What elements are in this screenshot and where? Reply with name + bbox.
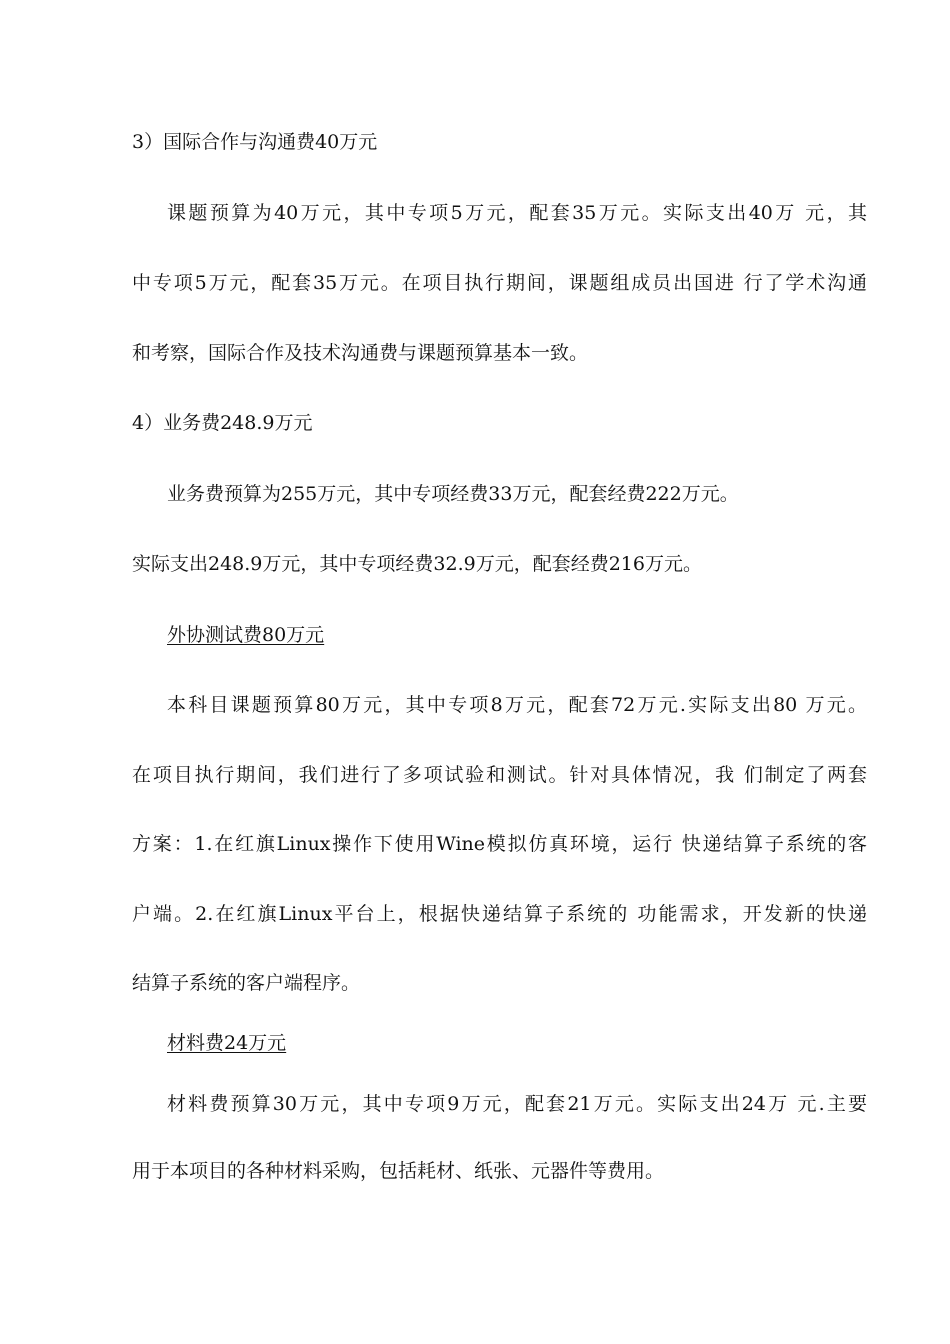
- materials-heading: 材料费24万元: [167, 1032, 287, 1054]
- outsourcing-line-5: 结算子系统的客户端程序。: [132, 972, 361, 994]
- outsourcing-test-heading: 外协测试费80万元: [167, 624, 325, 646]
- section-3-line-2: 中专项5万元，配套35万元。在项目执行期间，课题组成员出国进 行了学术沟通: [132, 272, 867, 294]
- outsourcing-line-1: 本科目课题预算80万元，其中专项8万元，配套72万元.实际支出80 万元。: [167, 694, 867, 716]
- outsourcing-line-3: 方案：1.在红旗Linux操作下使用Wine模拟仿真环境，运行 快递结算子系统的客: [132, 833, 867, 855]
- outsourcing-line-2: 在项目执行期间，我们进行了多项试验和测试。针对具体情况，我 们制定了两套: [132, 764, 867, 786]
- materials-line-2: 用于本项目的各种材料采购，包括耗材、纸张、元器件等费用。: [132, 1160, 665, 1182]
- section-4-line-2: 实际支出248.9万元，其中专项经费32.9万元，配套经费216万元。: [132, 553, 702, 575]
- section-4-heading: 4）业务费248.9万元: [132, 412, 313, 434]
- section-3-heading: 3）国际合作与沟通费40万元: [132, 131, 378, 153]
- section-3-line-1: 课题预算为40万元，其中专项5万元，配套35万元。实际支出40万 元，其: [167, 202, 867, 224]
- section-4-line-1: 业务费预算为255万元，其中专项经费33万元，配套经费222万元。: [167, 483, 739, 505]
- materials-line-1: 材料费预算30万元，其中专项9万元，配套21万元。实际支出24万 元.主要: [167, 1093, 867, 1115]
- outsourcing-line-4: 户端。2.在红旗Linux平台上，根据快递结算子系统的 功能需求，开发新的快递: [132, 903, 867, 925]
- section-3-line-3: 和考察，国际合作及技术沟通费与课题预算基本一致。: [132, 342, 589, 364]
